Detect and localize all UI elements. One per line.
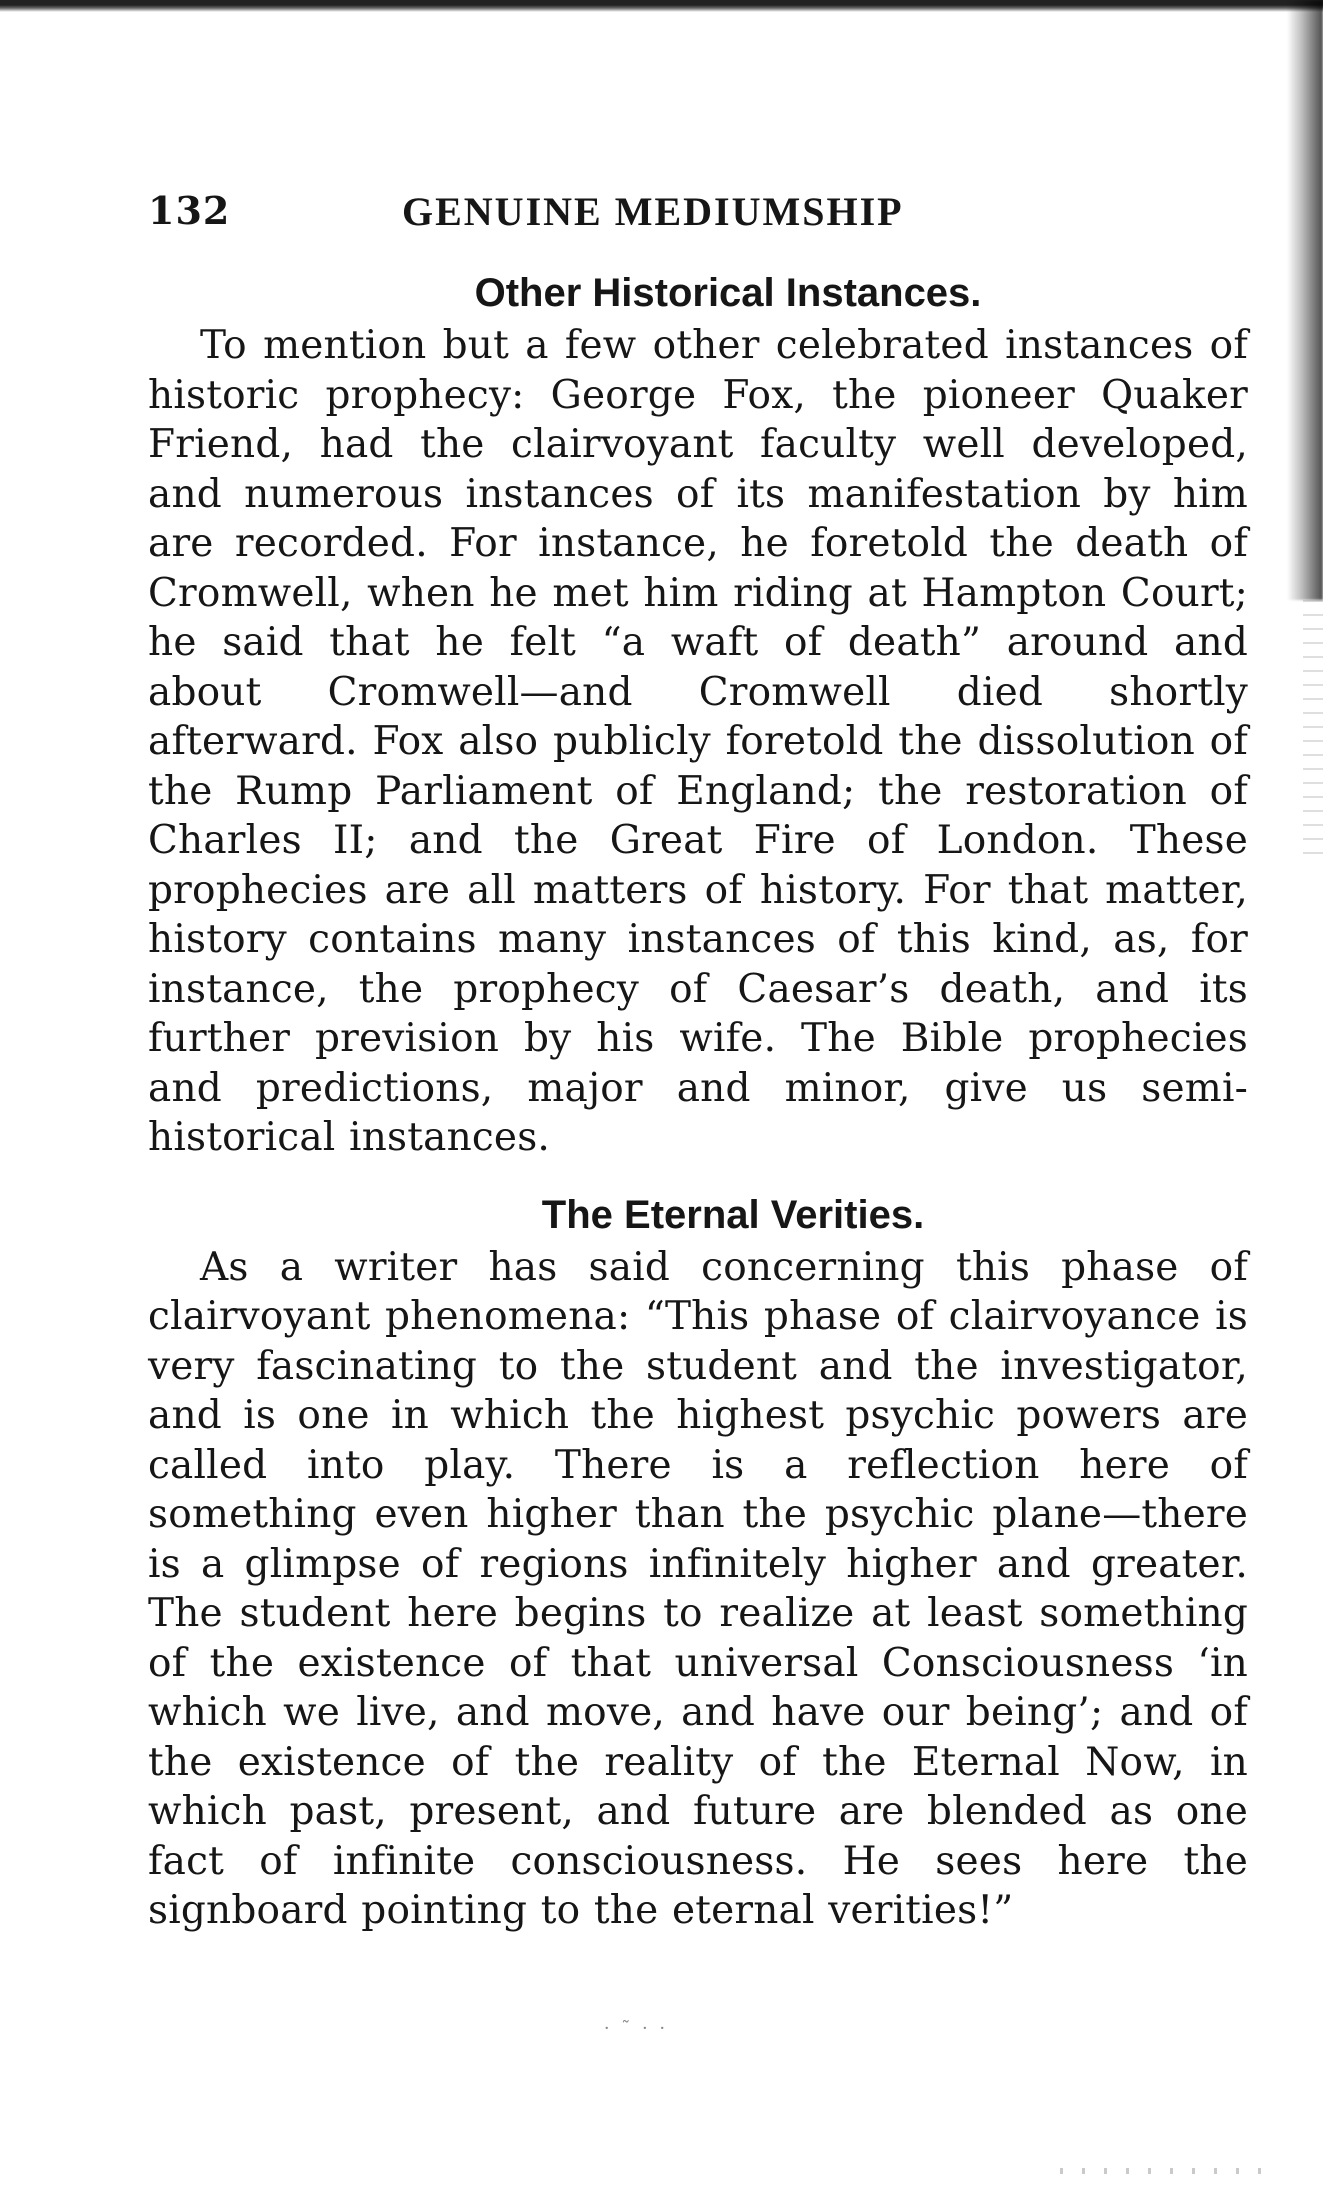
page-body [148,268,1248,1936]
scan-specks [1303,600,1323,860]
scan-foot-specks [1060,2168,1280,2174]
scan-edge-top [0,0,1323,12]
section-heading-other-historical-instances: Other Historical Instances. [474,271,982,315]
page-number: 132 [148,188,231,233]
paragraph-eternal-verities: As a writer has said concerning this phase of clairvoyant phenomena: “This phase of clairvoyance is very fascinating to the student and the investigator, and is one in which the highest psychic powers are called into play. There is a reflection here of something even higher than the psychic plane—there is a glimpse of regions infinitely higher and greater. The student here begins to realize at least something of the existence of that universal Consciousness ‘in which we live, and move, and have our being’; and of the existence of the reality of the Eternal Now, in which past, present, and future are blended as one fact of infinite consciousness. He sees here the signboard pointing to the eternal verities!” [148,1244,1248,1933]
end-ornament: · ˜ · · [603,2018,669,2039]
running-title: GENUINE MEDIUMSHIP [402,189,904,234]
page-header [148,188,1248,248]
paragraph-historical-instances: To mention but a few other celebrated instances of historic prophecy: George Fox, the pioneer Quaker Friend, had the clairvoyant faculty well developed, and numerous instances of its manifestation by him are recorded. For instance, he foretold the death of Cromwell, when he met him riding at Hampton Court; he said that he felt “a waft of death” around and about Cromwell—and Cromwell died shortly afterward. Fox also publicly foretold the dissolution of the Rump Parliament of England; the restoration of Charles II; and the Great Fire of London. These prophecies are all matters of history. For that matter, history contains many instances of this kind, as, for instance, the prophecy of Caesar’s death, and its further prevision by his wife. The Bible prophecies and predictions, major and minor, give us semi-historical instances. [148,323,1248,1160]
scan-edge-right [1287,0,1323,600]
section-heading-eternal-verities: The Eternal Verities. [541,1192,925,1237]
